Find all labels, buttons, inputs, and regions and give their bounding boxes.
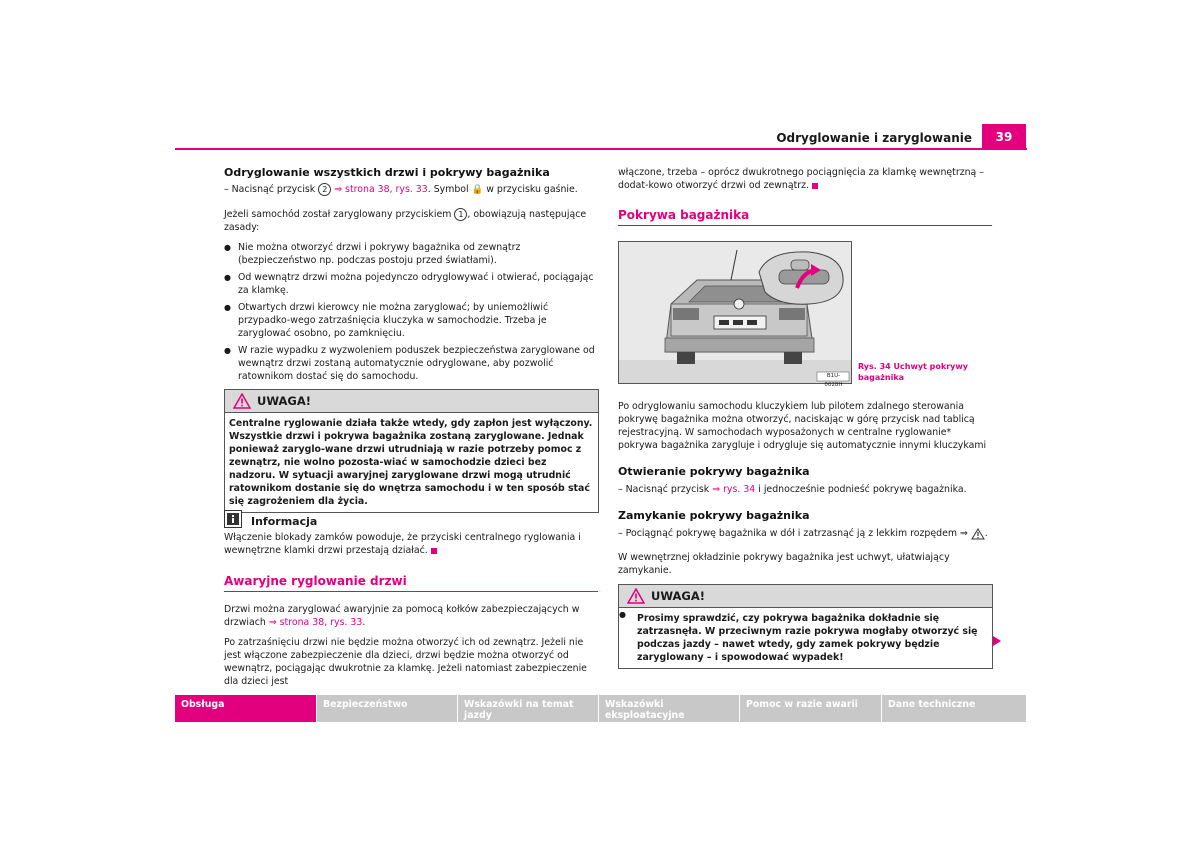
button-number-2: 2 bbox=[318, 183, 331, 196]
warning-triangle-icon bbox=[971, 528, 985, 540]
running-header-title: Odryglowanie i zaryglowanie bbox=[776, 131, 972, 145]
car-rear-illustration bbox=[619, 242, 851, 383]
tab-dane-techniczne[interactable]: Dane techniczne bbox=[882, 695, 1026, 722]
button-number-1: 1 bbox=[454, 208, 467, 221]
warning-text: Centralne ryglowanie działa także wtedy, gdy zapłon jest wyłączony. Wszystkie drzwi i pokrywa bagażnika zostaną zaryglowane. Jednak ponieważ zaryglo-wane drzwi utrudniają w razie potrzeby pomoc z zewnątrz, nie wolno pozosta-wiać w samochodzie dzieci bez nadzoru. W sytuacji awaryjnej zaryglowane drzwi mogą utrudnić ratownikom dostanie się do wnętrza samochodu i w ten sposób stać się zagrożeniem dla życia. bbox=[229, 418, 593, 507]
list-item: ● Otwartych drzwi kierowcy nie można zaryglować; by uniemożliwić przypadko-wego zatrzaśnięcia kluczyka w samochodzie. Trzeba je zaryglować osobno, po zamknięciu. bbox=[224, 301, 598, 340]
next-page-arrow-icon[interactable] bbox=[993, 636, 1001, 646]
warning-header bbox=[619, 585, 992, 608]
step-unlock: – Nacisnąć przycisk 2 ⇒ strona 38, rys. 33. Symbol 🔒 w przycisku gaśnie. bbox=[224, 184, 578, 195]
step-close: – Pociągnąć pokrywę bagażnika w dół i zatrzasnąć ją z lekkim rozpędem ⇒ . bbox=[618, 528, 988, 539]
list-item: ● Od wewnątrz drzwi można pojedynczo odryglowywać i otwierać, pociągając za klamkę. bbox=[224, 271, 598, 297]
warning-title: UWAGA! bbox=[257, 394, 311, 408]
emergency-para-1: Drzwi można zaryglować awaryjnie za pomocą kołków zabezpieczających w drzwiach ⇒ strona 38, rys. 33. bbox=[224, 604, 580, 628]
section-trunk-lid bbox=[618, 209, 992, 226]
subsection-title-closing: Zamykanie pokrywy bagażnika bbox=[618, 509, 810, 522]
intro-rules: Jeżeli samochód został zaryglowany przyciskiem 1 , obowiązują następujące zasady: bbox=[224, 209, 587, 233]
section-rule bbox=[618, 225, 992, 226]
info-icon bbox=[224, 510, 242, 528]
list-item: ● W razie wypadku z wyzwoleniem poduszek bezpieczeństwa zaryglowane od wewnątrz drzwi zostaną automatycznie odryglowane, aby pozwolić ratownikom dostać się do samochodu. bbox=[224, 344, 598, 383]
warning-header bbox=[225, 390, 598, 413]
right-body bbox=[618, 400, 992, 577]
tab-wskazowki-jazdy[interactable]: Wskazówki na temat jazdy bbox=[458, 695, 598, 722]
section-title-emergency: Awaryjne ryglowanie drzwi bbox=[224, 574, 407, 588]
warning-text: ● Prosimy sprawdzić, czy pokrywa bagażnika dokładnie się zatrzasnęła. W przeciwnym razie pokrywa mogłaby otworzyć się podczas jazdy – nawet wtedy, gdy zamek pokrywy będzie zaryglowany – i spowodować wypadek! bbox=[619, 608, 992, 668]
page-number: 39 bbox=[982, 124, 1026, 150]
figure-code: B1U-0028H bbox=[824, 373, 843, 388]
section-end-marker bbox=[812, 183, 818, 189]
step-open: – Nacisnąć przycisk ⇒ rys. 34 i jednocześnie podnieść pokrywę bagażnika. bbox=[618, 484, 967, 495]
tab-pomoc-awarii[interactable]: Pomoc w razie awarii bbox=[740, 695, 881, 722]
section-rule bbox=[224, 591, 598, 592]
emergency-para-2: Po zatrzaśnięciu drzwi nie będzie można otworzyć ich od zewnątrz. Jeżeli nie jest włączone zabezpieczenie dla dzieci, drzwi będzie można otworzyć od wewnątrz, pociągając dwukrotnie za klamkę. Jeżeli natomiast zabezpieczenie dla dzieci jest bbox=[224, 637, 587, 687]
trunk-para: Po odryglowaniu samochodu kluczykiem lub pilotem zdalnego sterowania pokrywę bagażnika można otworzyć, naciskając w górę przycisk nad tablicą rejestracyjną. W samochodach wyposażonych w centralne ryglowanie* pokrywa bagażnika zarygluje i odryglujе się automatycznie innymi kluczykami bbox=[618, 401, 987, 451]
warning-box-trunk bbox=[618, 584, 993, 669]
section-end-marker bbox=[431, 548, 437, 554]
section-title-trunk: Pokrywa bagażnika bbox=[618, 208, 750, 222]
list-item: ● Nie można otworzyć drzwi i pokrywy bagażnika od zewnątrz (bezpieczeństwo np. podczas postoju przed światłami). bbox=[224, 241, 598, 267]
section-title-unlock-all: Odryglowanie wszystkich drzwi i pokrywy bagażnika bbox=[224, 166, 550, 179]
figure-trunk-handle bbox=[618, 241, 852, 388]
tab-wskazowki-eksploatacyjne[interactable]: Wskazówki eksploatacyjne bbox=[599, 695, 739, 722]
tab-bezpieczenstwo[interactable]: Bezpieczeństwo bbox=[317, 695, 457, 722]
lock-symbol-icon: 🔒 bbox=[471, 184, 484, 195]
warning-triangle-icon bbox=[627, 588, 645, 604]
section-emergency-locking bbox=[224, 575, 598, 688]
subsection-title-opening: Otwieranie pokrywy bagażnika bbox=[618, 465, 810, 478]
link-page-38-emergency[interactable]: ⇒ strona 38, rys. 33 bbox=[268, 617, 363, 628]
handle-para: W wewnętrznej okładzinie pokrywy bagażnika jest uchwyt, ułatwiający zamykanie. bbox=[618, 552, 950, 576]
info-title: Informacja bbox=[251, 515, 318, 528]
info-text: Włączenie blokady zamków powoduje, że przyciski centralnego ryglowania i wewnętrzne klamki drzwi przestają działać. bbox=[224, 532, 581, 556]
link-page-38[interactable]: ⇒ strona 38, rys. 33 bbox=[334, 184, 428, 195]
left-column bbox=[224, 166, 598, 383]
figure-caption: Rys. 34 Uchwyt pokrywy bagażnika bbox=[858, 362, 968, 382]
right-continuation: włączone, trzeba – oprócz dwukrotnego pociągnięcia za klamkę wewnętrzną – dodat-kowo otworzyć drzwi od zewnątrz. bbox=[618, 167, 984, 191]
tab-obsluga[interactable]: Obsługa bbox=[175, 695, 316, 722]
warning-triangle-icon bbox=[233, 393, 251, 409]
link-fig-34[interactable]: ⇒ rys. 34 bbox=[712, 484, 756, 495]
header-rule bbox=[175, 148, 1027, 150]
warning-box-central-locking bbox=[224, 389, 599, 513]
warning-title: UWAGA! bbox=[651, 589, 705, 603]
